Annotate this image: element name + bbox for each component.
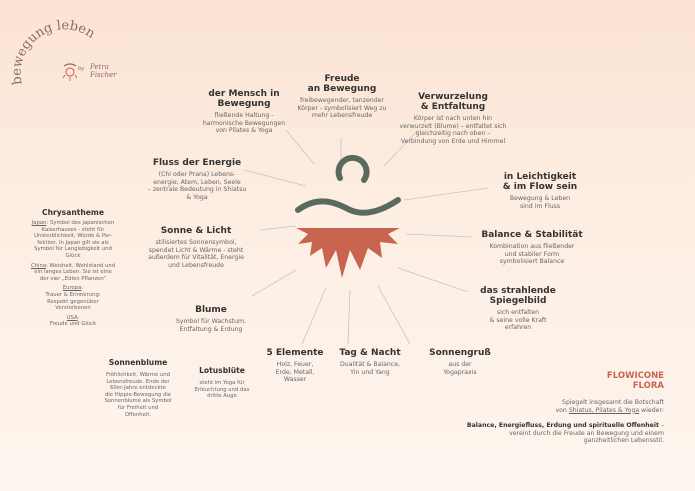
- node-text: mehr Lebensfreude: [311, 112, 373, 120]
- node-text: Körper - symbolisiert Weg zu: [297, 104, 387, 112]
- flowicone-summary: [440, 371, 664, 445]
- node-text: Symbol für Wachstum,: [175, 318, 247, 325]
- sonnenblume-text: Sonnenblume als Symbol: [104, 398, 172, 405]
- node-text: stilisiertes Sonnensymbol,: [155, 239, 237, 246]
- lotus-title: Lotusblüte: [199, 366, 245, 375]
- japan-text: Glück: [65, 252, 81, 259]
- sonnenblume-text: Fröhlichkeit, Wärme und: [106, 372, 170, 378]
- summary-text: von: [555, 406, 569, 414]
- node-title: in Leichtigkeit: [503, 172, 577, 182]
- sonnenblume-title: Sonnenblume: [108, 358, 168, 367]
- node-text: symbolisiert Balance: [499, 258, 565, 266]
- flowicone-subtitle: FLORA: [632, 381, 664, 391]
- node-text: Yin und Yang: [350, 368, 390, 376]
- summary-highlight: Balance, Energiefluss, Erdung und spirituelle Offenheit: [466, 422, 659, 430]
- node-text: Erde, Metall,: [275, 368, 315, 376]
- logo-by: by: [78, 66, 85, 72]
- lotus-text: Erleuchtung und das: [194, 386, 250, 393]
- node-title: Freude: [324, 74, 360, 84]
- europa-text: :: [81, 285, 84, 292]
- arc-head-icon: [339, 158, 367, 180]
- wave-body-icon: [298, 200, 398, 213]
- node-text: außerdem für Vitalität, Energie: [148, 254, 244, 262]
- summary-text: Spiegelt insgesamt die Botschaft: [562, 399, 664, 406]
- node-text: Verbindung von Erde und Himmel: [400, 137, 506, 145]
- node-text: von Pilates & Yoga: [215, 127, 273, 135]
- chrysantheme-title: Chrysantheme: [42, 208, 104, 217]
- node-title: Bewegung: [217, 99, 271, 109]
- connector-line: [378, 286, 410, 344]
- logo-signature: Petra Fischer: [90, 63, 117, 79]
- node-text: und Lebensfreude: [168, 261, 224, 269]
- node-title: & Entfaltung: [420, 102, 486, 112]
- node-text: Entfaltung & Erdung: [179, 325, 243, 333]
- connector-line: [398, 268, 468, 292]
- chrysantheme-info: [28, 208, 118, 328]
- node-text: fließende Haltung -: [214, 112, 274, 119]
- china-label: China: [30, 262, 47, 269]
- europa-text: Respekt gegenüber: [47, 298, 99, 305]
- node-text: & Yoga: [186, 193, 208, 201]
- node-title: das strahlende: [480, 286, 556, 296]
- node-text: und stabiler Form: [504, 250, 560, 258]
- summary-text: wieder:: [639, 406, 664, 414]
- connector-line: [348, 290, 350, 344]
- node-sonne: [140, 226, 252, 269]
- node-fluss: [144, 158, 250, 201]
- sonnenblume-text: Lebensfreude. Ende der: [106, 378, 170, 385]
- japan-text: Symbol für Langlebigkeit und: [34, 246, 112, 253]
- europa-label: Europa: [62, 285, 82, 292]
- node-leichtigkeit: [490, 172, 590, 210]
- china-text: der vier „Edlen Pflanzen“: [39, 275, 107, 282]
- usa-text: Freude und Glück: [49, 321, 97, 328]
- node-title: Balance & Stabilität: [481, 230, 583, 240]
- node-text: Holz, Feuer,: [276, 361, 314, 368]
- node-text: sind im Fluss: [519, 202, 561, 210]
- sonnenblume-text: Offenheit.: [124, 411, 152, 418]
- japan-label: Japan: [31, 220, 47, 226]
- node-text: – zentrale Bedeutung in Shiatsu: [147, 186, 247, 194]
- node-text: gleichzeitig nach oben –: [415, 130, 491, 138]
- practices-link-text: Shiatus, Pilates & Yoga: [568, 406, 640, 414]
- europa-text: Trauer & Erinnerung:: [45, 291, 101, 298]
- node-text: & seine volle Kraft: [489, 316, 547, 324]
- china-text: ein langes Leben. Sie ist eine: [34, 269, 112, 276]
- node-text: Wasser: [283, 376, 307, 384]
- china-text: : Weisheit, Wohlstand und: [46, 262, 116, 269]
- lotus-info: [190, 366, 254, 400]
- node-title: Verwurzelung: [418, 92, 488, 102]
- logo-arc-text: bewegung leben: [9, 18, 98, 86]
- connector-line: [302, 288, 326, 344]
- node-text: erfahren: [504, 324, 532, 332]
- node-text: verwurzelt (Blume) – entfaltet sich: [399, 122, 507, 130]
- japan-text: : Symbol des japanischen: [46, 220, 115, 226]
- node-spiegelbild: [470, 286, 566, 332]
- logo-mark: [2, 18, 132, 98]
- node-text: sich entfalten: [496, 309, 540, 316]
- node-title: Tag & Nacht: [339, 348, 401, 358]
- node-title: an Bewegung: [307, 84, 377, 94]
- sonnenblume-text: für Freiheit und: [117, 404, 159, 411]
- summary-text: ganzheitlichen Lebensstil.: [583, 437, 664, 445]
- node-title: Sonnengruß: [429, 348, 491, 358]
- node-text: Kombination aus fließender: [489, 243, 575, 250]
- node-text: Bewegung & Leben: [509, 195, 571, 202]
- usa-label: USA: [66, 314, 78, 321]
- europa-text: Verstorbenen: [55, 305, 91, 312]
- sonnenblume-info: [96, 358, 180, 418]
- connector-line: [406, 234, 472, 237]
- node-text: harmonische Bewegungen: [202, 119, 286, 127]
- node-title: Spiegelbild: [489, 296, 547, 306]
- node-text: (Chi oder Prana) Lebens-: [158, 171, 236, 178]
- node-title: Fluss der Energie: [152, 158, 242, 168]
- flowicone-title: FLOWICONE: [606, 371, 664, 381]
- japan-text: Kaiserhauses - steht für: [41, 226, 105, 233]
- usa-text: :: [77, 314, 80, 321]
- sonnenblume-text: 60er-Jahre entdeckte: [110, 385, 166, 392]
- summary-text: –: [658, 422, 664, 430]
- node-title: 5 Elemente: [266, 348, 324, 358]
- node-balance: [474, 230, 590, 266]
- node-text: Dualität & Balance,: [340, 361, 400, 368]
- lotus-text: steht im Yoga für: [199, 380, 245, 386]
- node-mensch: [196, 89, 292, 135]
- node-text: spendet Licht & Wärme - steht: [148, 246, 244, 254]
- brand-logo: [2, 18, 132, 98]
- node-text: Körper ist nach unten hin: [413, 115, 493, 122]
- node-title: Blume: [195, 305, 227, 315]
- connector-line: [404, 188, 488, 200]
- summary-text: vereint durch die Freude an Bewegung und einem: [509, 429, 664, 437]
- node-text: aus der: [448, 361, 472, 368]
- flowicone-symbol: [290, 150, 406, 290]
- node-tagnacht: [332, 348, 408, 376]
- lotus-text: dritte Auge: [207, 393, 237, 400]
- node-title: Sonne & Licht: [160, 226, 232, 236]
- node-blume: [164, 305, 258, 333]
- node-verwurzelung: [398, 92, 508, 145]
- japan-text: Unsterblichkeit, Würde & Per-: [34, 233, 112, 240]
- node-text: energie, Atem, Leben, Seele: [153, 178, 241, 186]
- node-elemente: [260, 348, 330, 384]
- node-title: der Mensch in: [208, 89, 280, 99]
- japan-text: fektion. In Japan gilt sie als: [37, 239, 109, 246]
- sun-flower-icon: [296, 228, 400, 278]
- node-text: Yogapraxis: [443, 368, 477, 376]
- node-freude: [290, 74, 394, 120]
- sonnenblume-text: die Hippie-Bewegung die: [104, 391, 172, 398]
- node-text: freibewegender, tanzender: [300, 97, 384, 104]
- node-title: & im Flow sein: [502, 182, 578, 192]
